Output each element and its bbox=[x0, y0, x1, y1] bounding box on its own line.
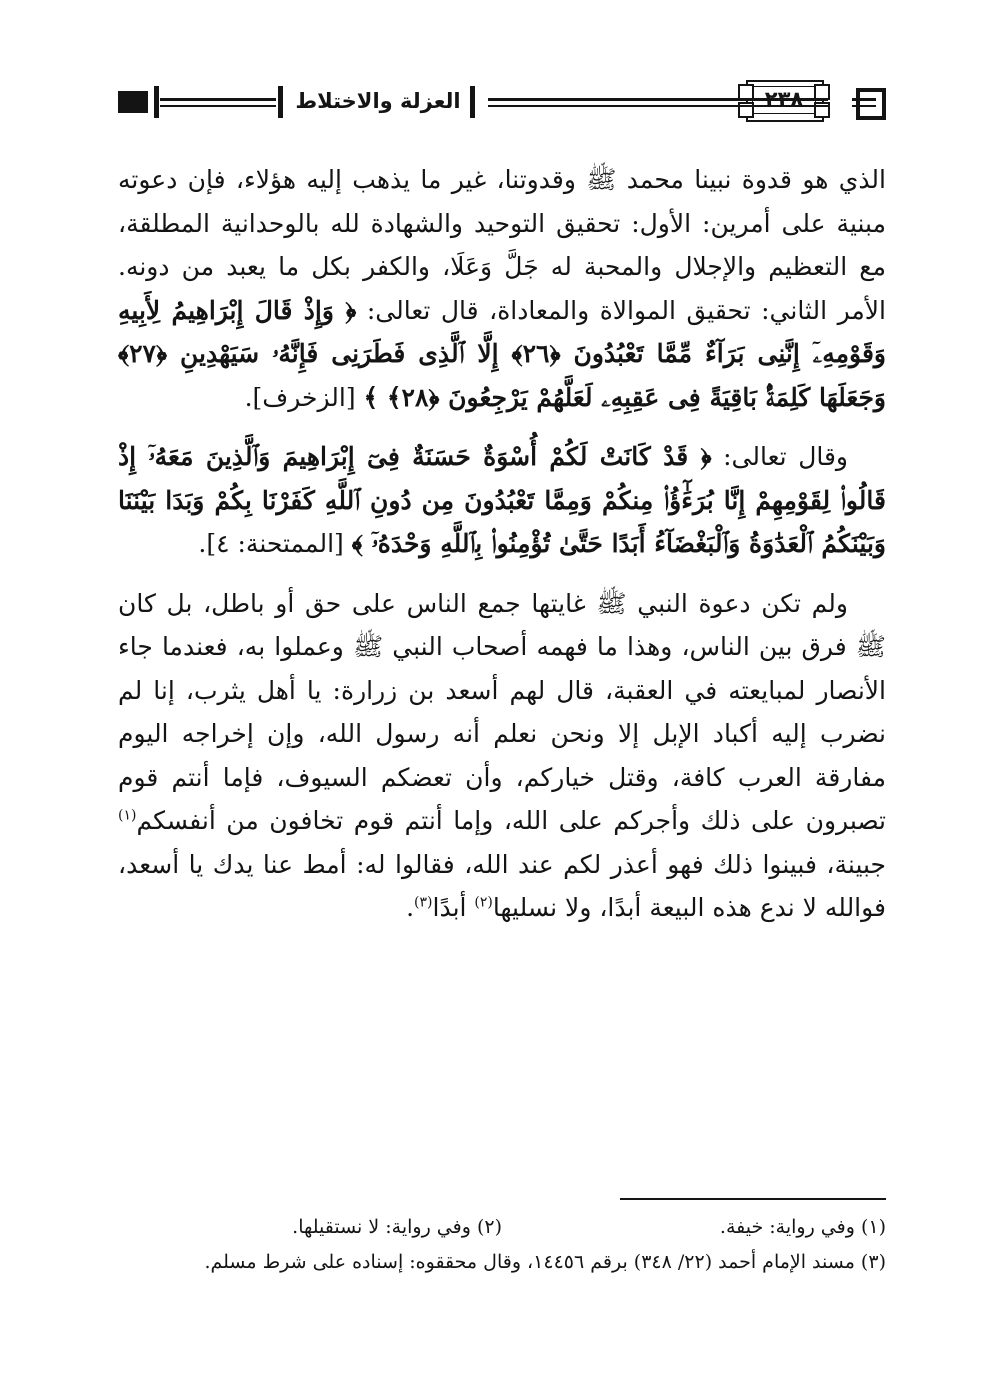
paragraph-text: وقال تعالى: bbox=[711, 442, 849, 471]
footnote-marker-1[interactable]: (١) bbox=[118, 807, 137, 824]
footnote-row bbox=[118, 1210, 886, 1245]
footnotes bbox=[118, 1210, 886, 1280]
page-header bbox=[118, 78, 886, 130]
header-bar bbox=[154, 86, 159, 118]
paragraph-1 bbox=[118, 158, 886, 419]
paragraph-text: أبدًا bbox=[432, 893, 475, 922]
paragraph-text: الذي هو قدوة نبينا محمد ﷺ وقدوتنا، غير ما يذهب إليه هؤلاء، فإن دعوته مبنية على أمرين: الأول: تحقيق التوحيد والشهادة لله بالوحدانية المطلقة، مع التعظيم والإجلال والمحبة له جَلَّ وَعَلَا، والكفر بكل ما يعبد من دونه. الأمر الثاني: تحقيق الموالاة والمعاداة، قال تعالى: bbox=[118, 165, 886, 325]
main-text bbox=[118, 158, 886, 930]
paragraph-3 bbox=[118, 582, 886, 930]
footnote-marker-3[interactable]: (٣) bbox=[414, 894, 433, 911]
footnote-separator bbox=[620, 1198, 886, 1200]
verse-reference: [الزخرف]. bbox=[244, 382, 364, 412]
paragraph-text: جبينة، فبينوا ذلك فهو أعذر لكم عند الله، فقالوا له: أمط عنا يدك يا أسعد، فوالله لا ندع هذه البيعة أبدًا، ولا نسليها bbox=[118, 849, 886, 922]
header-end-ornament-left bbox=[118, 91, 148, 113]
footnote-1: (١) وفي رواية: خيفة. bbox=[719, 1216, 886, 1238]
header-rule-right bbox=[852, 98, 876, 107]
footnote-marker-2[interactable]: (٢) bbox=[474, 894, 493, 911]
paragraph-text: . bbox=[406, 893, 415, 922]
footnote-3: (٣) مسند الإمام أحمد (٢٢/ ٣٤٨) برقم ١٤٤٥٦، وقال محققوه: إسناده على شرط مسلم. bbox=[204, 1251, 886, 1273]
page-number: ٢٣٨ bbox=[764, 87, 804, 111]
header-rule-middle bbox=[488, 98, 828, 107]
verse-reference: [الممتحنة: ٤]. bbox=[198, 529, 352, 558]
paragraph-2 bbox=[118, 435, 886, 566]
footnote-2: (٢) وفي رواية: لا نستقيلها. bbox=[292, 1216, 502, 1238]
quran-verse-az-zukhruf: ﴿ وَإِذْ قَالَ إِبْرَاهِيمُ لِأَبِيهِ وَقَوْمِهِۦٓ إِنَّنِى بَرَآءٌ مِّمَّا تَعْبُدُونَ ﴿٢٦﴾ إِلَّا ٱلَّذِى فَطَرَنِى فَإِنَّهُۥ سَيَهْدِينِ ﴿٢٧﴾ وَجَعَلَهَا كَلِمَةًۢ بَاقِيَةً فِى عَقِبِهِۦ لَعَلَّهُمْ يَرْجِعُونَ ﴿٢٨﴾ ﴾ bbox=[118, 295, 886, 412]
header-rule-left bbox=[160, 98, 276, 107]
quran-verse-al-mumtahanah: ﴿ قَدْ كَانَتْ لَكُمْ أُسْوَةٌ حَسَنَةٌ فِىٓ إِبْرَاهِيمَ وَٱلَّذِينَ مَعَهُۥٓ إِذْ قَالُوا۟ لِقَوْمِهِمْ إِنَّا بُرَءَٰٓؤُا۟ مِنكُمْ وَمِمَّا تَعْبُدُونَ مِن دُونِ ٱللَّهِ كَفَرْنَا بِكُمْ وَبَدَا بَيْنَنَا وَبَيْنَكُمُ ٱلْعَدَٰوَةُ وَٱلْبَغْضَآءُ أَبَدًا حَتَّىٰ تُؤْمِنُوا۟ بِٱللَّهِ وَحْدَهُۥٓ ﴾ bbox=[118, 442, 886, 558]
paragraph-text: ولم تكن دعوة النبي ﷺ غايتها جمع الناس على حق أو باطل، بل كان ﷺ فرق بين الناس، وهذا ما فهمه أصحاب النبي ﷺ وعملوا به، فعندما جاء الأنصار لمبايعته في العقبة، قال لهم أسعد بن زرارة: يا أهل يثرب، إنا لم نضرب إليه أكباد الإبل إلا ونحن نعلم أنه رسول الله، وإن إخراجه اليوم مفارقة العرب كافة، وقتل خياركم، وأن تعضكم السيوف، فإما أنتم قوم تصبرون على ذلك وأجركم على الله، وإما أنتم قوم تخافون من أنفسكم bbox=[118, 588, 886, 835]
header-bar bbox=[470, 86, 475, 118]
running-title: العزلة والاختلاط bbox=[295, 89, 461, 113]
header-bar bbox=[278, 86, 283, 118]
